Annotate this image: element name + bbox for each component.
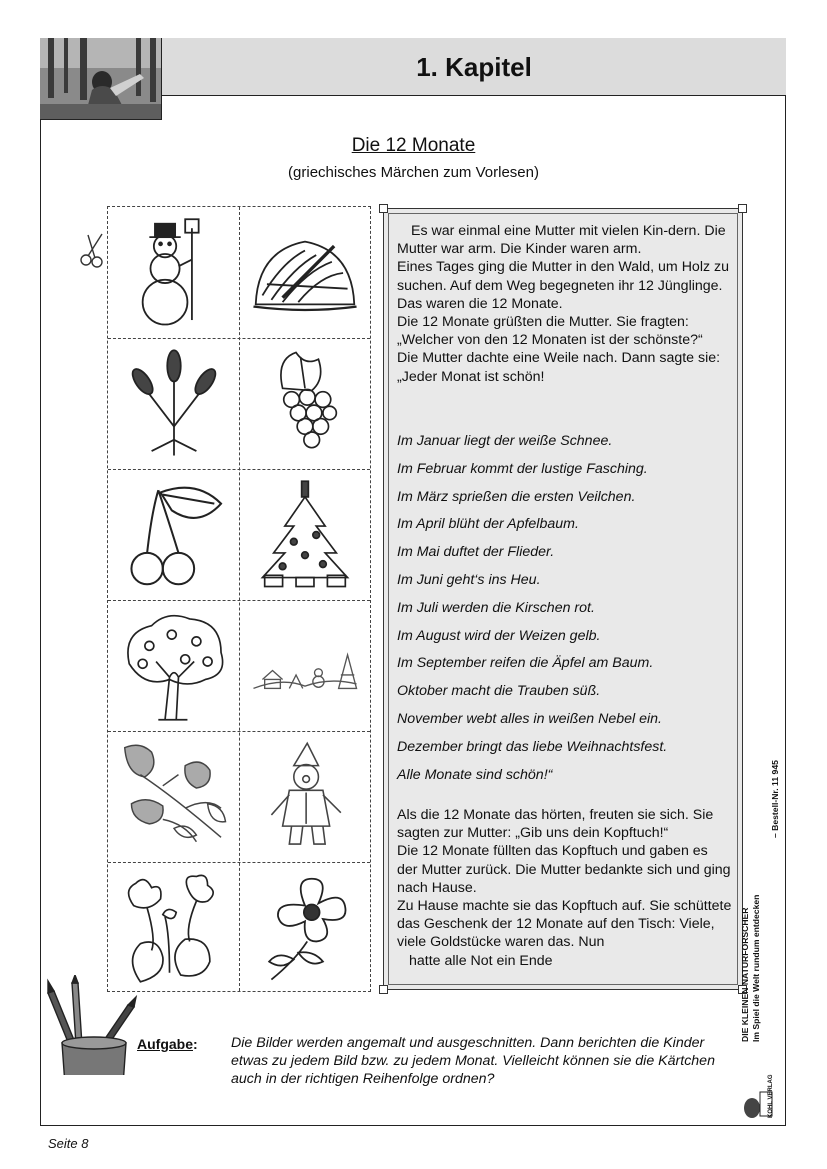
apple-tree-icon [118, 610, 230, 722]
chapter-title: 1. Kapitel [416, 52, 532, 82]
snowman-icon [118, 217, 230, 329]
series-subtitle: Im Spiel die Welt rundum entdecken [750, 894, 761, 1042]
pencil-cup-icon [42, 975, 142, 1075]
task-text: Die Bilder werden angemalt und ausgeschnitten. Dann berichten die Kinder etwas zu jedem Bild bzw. zu jedem Monat. Vielleicht können sie die Kärtchen auch in der richtigen Reihenfolge ordnen? [231, 1035, 715, 1088]
cherries-icon [118, 479, 230, 591]
month-line: Im Februar kommt der lustige Fasching. [397, 460, 648, 477]
story-paragraph: Die 12 Monate füllten das Kopftuch und gaben es der Mutter zurück. Die Mutter bedankte sich und ging nach Hause. [397, 843, 731, 896]
story-ending [397, 806, 732, 970]
card-clown[interactable] [239, 731, 370, 862]
month-line: November webt alles in weißen Nebel ein. [397, 710, 662, 727]
christmas-tree-icon [249, 479, 361, 591]
story-paragraph: Zu Hause machte sie das Kopftuch auf. Sie schüttete das Geschenk der 12 Monate auf den Tisch: Viele, viele Goldstücke waren das. Nun [397, 898, 732, 951]
lilac-icon [118, 741, 230, 853]
card-apple-tree[interactable] [108, 600, 239, 731]
forest-photo-icon [40, 38, 162, 120]
story-paragraph: Als die 12 Monate das hörten, freuten sie sich. Sie sagten zur Mutter: „Gib uns dein Kopftuch!“ [397, 807, 714, 842]
order-number: – Bestell-Nr. 11 945 [770, 760, 780, 838]
month-line: Im April blüht der Apfelbaum. [397, 516, 579, 533]
card-winter-landscape[interactable] [239, 600, 370, 731]
card-cherries[interactable] [108, 469, 239, 600]
winter-landscape-icon [249, 610, 361, 722]
month-line: Im Juni geht‘s ins Heu. [397, 571, 541, 588]
months-list [397, 432, 732, 793]
month-line: Im März sprießen die ersten Veilchen. [397, 488, 636, 505]
chapter-header [162, 38, 786, 96]
story-title: Die 12 Monate [351, 135, 476, 156]
story-paragraph: Die 12 Monate grüßten die Mutter. Sie fragten: „Welcher von den 12 Monaten ist der schönste?“ [397, 314, 703, 349]
clown-icon [249, 741, 361, 853]
picture-cards [107, 206, 371, 992]
sidebar-series [740, 722, 761, 1042]
header-photo [40, 38, 162, 120]
card-violets[interactable] [108, 862, 239, 993]
month-line: Im September reifen die Äpfel am Baum. [397, 655, 654, 672]
card-snowman[interactable] [108, 207, 239, 338]
wheat-icon [118, 348, 230, 460]
grapes-icon [249, 348, 361, 460]
card-flower[interactable] [239, 862, 370, 993]
card-christmas-tree[interactable] [239, 469, 370, 600]
month-line: Im August wird der Weizen gelb. [397, 627, 601, 644]
story-paragraph: Es war einmal eine Mutter mit vielen Kin-dern. Die Mutter war arm. Die Kinder waren arm. [397, 223, 726, 258]
publisher-name: KOHL VERLAG [768, 1074, 774, 1118]
task-label: Aufgabe: [137, 1036, 198, 1052]
violets-icon [118, 872, 230, 984]
scissors-icon [78, 232, 108, 268]
story-paragraph: hatte alle Not ein Ende [409, 952, 553, 969]
card-hay[interactable] [239, 207, 370, 338]
hay-icon [249, 217, 361, 329]
month-line: Im Juli werden die Kirschen rot. [397, 599, 595, 616]
story-subtitle: (griechisches Märchen zum Vorlesen) [288, 164, 539, 181]
story-paragraph: Die Mutter dachte eine Weile nach. Dann sagte sie: „Jeder Monat ist schön! [397, 350, 721, 385]
month-line: Alle Monate sind schön!“ [397, 766, 553, 783]
flower-icon [249, 872, 361, 984]
series-title: DIE KLEINEN NATURFORSCHER [740, 907, 750, 1042]
page-number: Seite 8 [48, 1136, 89, 1151]
publisher-logo [742, 1074, 778, 1125]
month-line: Oktober macht die Trauben süß. [397, 683, 601, 700]
card-wheat[interactable] [108, 338, 239, 469]
story-intro [397, 222, 732, 386]
month-line: Im Januar liegt der weiße Schnee. [397, 433, 613, 449]
month-line: Dezember bringt das liebe Weihnachtsfest. [397, 738, 668, 755]
card-grapes[interactable] [239, 338, 370, 469]
card-lilac[interactable] [108, 731, 239, 862]
story-paragraph: Eines Tages ging die Mutter in den Wald, um Holz zu suchen. Auf dem Weg begegneten ihr 12 Jünglinge. Das waren die 12 Monate. [397, 259, 729, 312]
month-line: Im Mai duftet der Flieder. [397, 544, 555, 561]
